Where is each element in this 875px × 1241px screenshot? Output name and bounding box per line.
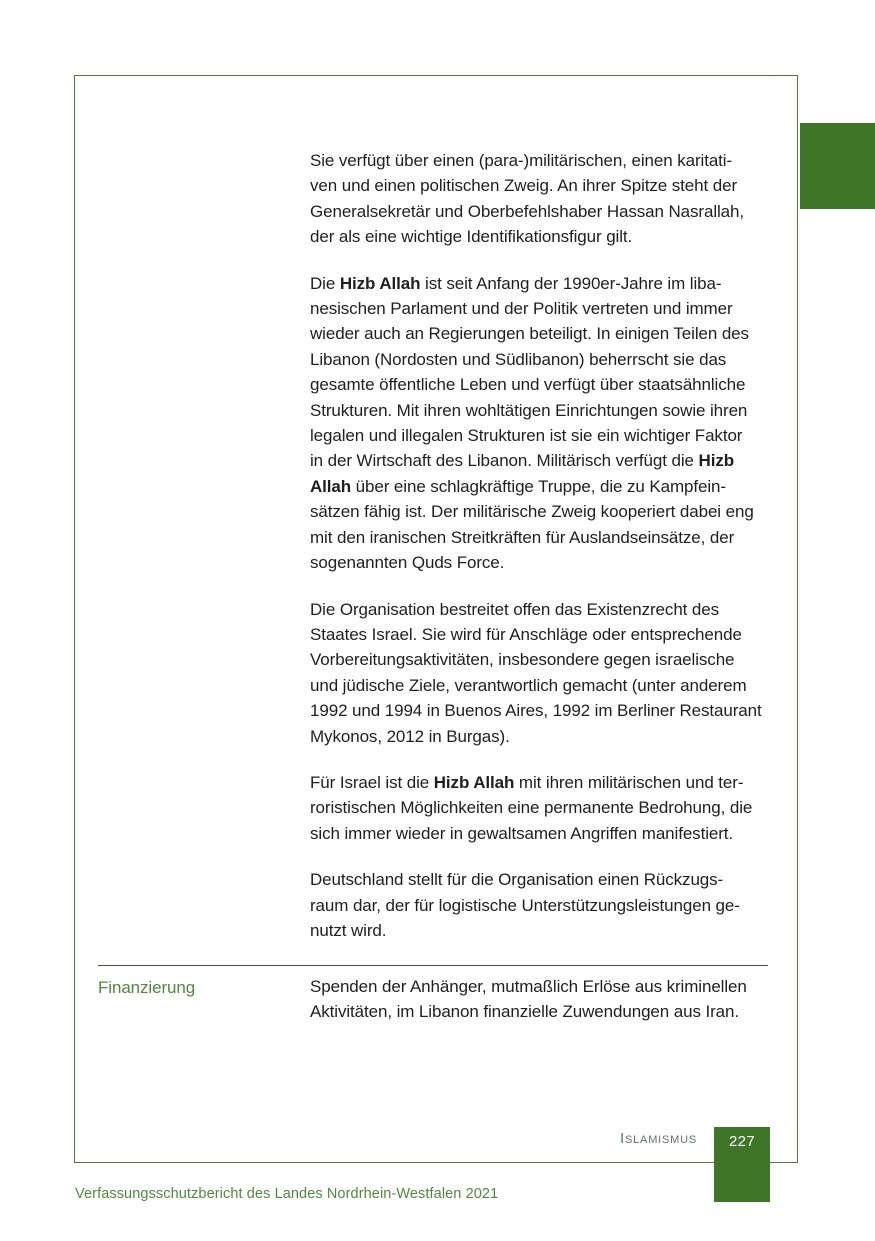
text-line: nesischen Parlament und der Politik vertreten und immer bbox=[310, 299, 733, 319]
text-line: ven und einen politischen Zweig. An ihrer Spitze steht der bbox=[310, 176, 738, 196]
text-line: wieder auch an Regierungen beteiligt. In einigen Teilen des bbox=[310, 324, 749, 344]
finanzierung-text bbox=[310, 974, 768, 1025]
body-paragraph bbox=[310, 867, 780, 943]
text-line: Vorbereitungsaktivitäten, insbesondere gegen israelische bbox=[310, 650, 735, 670]
text-line: 1992 und 1994 in Buenos Aires, 1992 im Berliner Restaurant bbox=[310, 701, 762, 721]
report-title: Verfassungsschutzbericht des Landes Nordrhein-Westfalen 2021 bbox=[75, 1186, 499, 1202]
text-line: Strukturen. Mit ihren wohltätigen Einrichtungen sowie ihren bbox=[310, 400, 748, 420]
text-line: nutzt wird. bbox=[310, 920, 387, 940]
text-line: Deutschland stellt für die Organisation einen Rückzugs- bbox=[310, 870, 724, 890]
text-line: mit den iranischen Streitkräften für Auslandseinsätze, der bbox=[310, 527, 735, 547]
text-line: in der Wirtschaft des Libanon. Militärisch verfügt die Hizb bbox=[310, 451, 734, 471]
text-line: roristischen Möglichkeiten eine permanente Bedrohung, die bbox=[310, 798, 753, 818]
text-line: Generalsekretär und Oberbefehlshaber Hassan Nasrallah, bbox=[310, 201, 745, 221]
text-line: Spenden der Anhänger, mutmaßlich Erlöse aus kriminellen bbox=[310, 977, 747, 996]
chapter-tab bbox=[800, 123, 875, 209]
body-paragraph bbox=[310, 148, 780, 250]
text-line: sätzen fähig ist. Der militärische Zweig kooperiert dabei eng bbox=[310, 502, 754, 522]
text-line: raum dar, der für logistische Unterstützungsleistungen ge- bbox=[310, 895, 740, 915]
text-line: legalen und illegalen Strukturen ist sie ein wichtiger Faktor bbox=[310, 426, 743, 446]
text-line: Die Hizb Allah ist seit Anfang der 1990er-Jahre im liba- bbox=[310, 273, 722, 293]
text-line: Aktivitäten, im Libanon finanzielle Zuwendungen aus Iran. bbox=[310, 1002, 740, 1022]
text-line: Mykonos, 2012 in Burgas). bbox=[310, 726, 510, 746]
section-running-header: Islamismus bbox=[620, 1130, 697, 1147]
finanzierung-label: Finanzierung bbox=[98, 978, 196, 997]
text-line: Für Israel ist die Hizb Allah mit ihren militärischen und ter- bbox=[310, 772, 744, 792]
text-line: Die Organisation bestreitet offen das Existenzrecht des bbox=[310, 599, 720, 619]
body-paragraph bbox=[310, 597, 780, 749]
text-line: der als eine wichtige Identifikationsfigur gilt. bbox=[310, 227, 633, 247]
page-number-box bbox=[714, 1127, 770, 1202]
text-line: sich immer wieder in gewaltsamen Angriffen manifestiert. bbox=[310, 823, 734, 843]
text-line: und jüdische Ziele, verantwortlich gemacht (unter anderem bbox=[310, 675, 747, 695]
page-number: 227 bbox=[729, 1133, 755, 1150]
body-text-column bbox=[310, 148, 780, 943]
body-paragraph bbox=[310, 271, 780, 576]
finanzierung-section bbox=[98, 965, 768, 1025]
body-paragraph bbox=[310, 770, 780, 846]
text-line: gesamte öffentliche Leben und verfügt über staatsähnliche bbox=[310, 375, 746, 395]
text-line: sogenannten Quds Force. bbox=[310, 553, 505, 573]
text-line: Allah über eine schlagkräftige Truppe, die zu Kampfein- bbox=[310, 476, 726, 496]
text-line: Sie verfügt über einen (para-)militärischen, einen karitati- bbox=[310, 151, 733, 170]
text-line: Staates Israel. Sie wird für Anschläge oder entsprechende bbox=[310, 624, 742, 644]
text-line: Libanon (Nordosten und Südlibanon) beherrscht sie das bbox=[310, 349, 727, 369]
